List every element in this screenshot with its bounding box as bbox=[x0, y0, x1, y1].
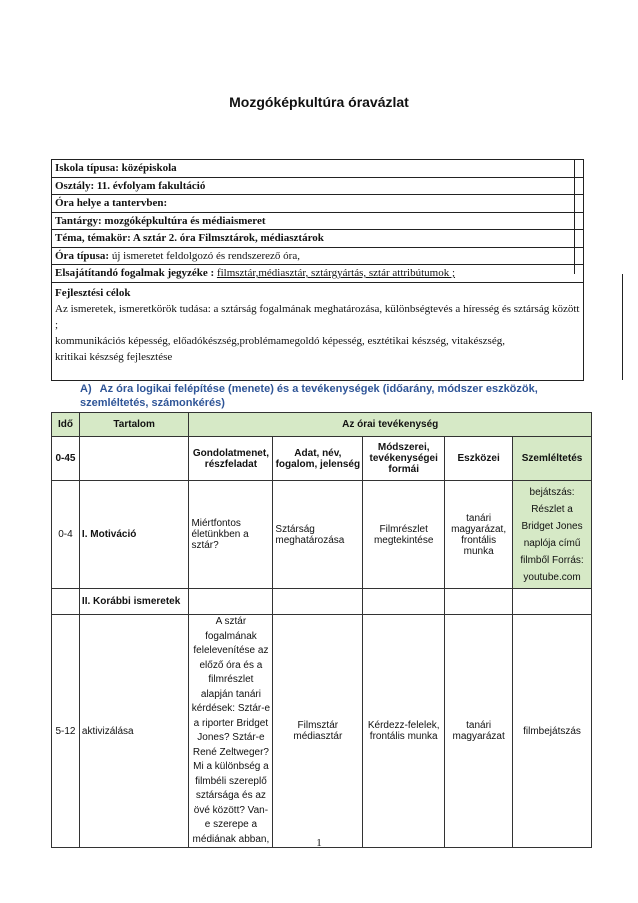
subheader-szemlelt: Szemléltetés bbox=[513, 437, 592, 481]
cell-szemlelt: bejátszás: Részlet a Bridget Jones naplója című filmből Forrás: youtube.com bbox=[513, 481, 592, 589]
cell-eszkoz: tanári magyarázat bbox=[445, 615, 513, 848]
table-row bbox=[52, 615, 592, 848]
subject-row: Tantárgy: mozgóképkultúra és médiaismeret bbox=[52, 213, 583, 231]
cell-time: 5-12 bbox=[52, 615, 80, 848]
concepts-row: Elsajátítandó fogalmak jegyzéke : filmsztár,médiasztár, sztárgyártás, sztár attribútumok ; bbox=[52, 265, 583, 283]
header-tartalom: Tartalom bbox=[79, 413, 189, 437]
cell-modszer: Filmrészlet megtekintése bbox=[363, 481, 445, 589]
subheader-modszer: Módszerei, tevékenységei formái bbox=[363, 437, 445, 481]
place-row: Óra helye a tantervben: bbox=[52, 195, 583, 213]
subheader-content bbox=[79, 437, 189, 481]
cell-content: aktivizálása bbox=[79, 615, 189, 848]
cell-szemlelt: filmbejátszás bbox=[513, 615, 592, 848]
cell-adat: Filmsztár médiasztár bbox=[273, 615, 363, 848]
header-ido: Idő bbox=[52, 413, 80, 437]
lesson-plan-table bbox=[51, 412, 592, 848]
lesson-info-box bbox=[51, 159, 584, 381]
info-divider bbox=[622, 274, 623, 380]
class-row: Osztály: 11. évfolyam fakultáció bbox=[52, 178, 583, 196]
cell-eszkoz: tanári magyarázat, frontális munka bbox=[445, 481, 513, 589]
header-tevekenyseg: Az órai tevékenység bbox=[189, 413, 592, 437]
cell-gondolat: Miértfontos életünkben a sztár? bbox=[189, 481, 273, 589]
subheader-gondolat: Gondolatmenet, részfeladat bbox=[189, 437, 273, 481]
table-row bbox=[52, 589, 592, 615]
skills-heading: Fejlesztési célok bbox=[55, 286, 131, 299]
school-type-row: Iskola típusa: középiskola bbox=[52, 160, 583, 178]
table-subheader-row bbox=[52, 437, 592, 481]
skills-paragraph: kritikai készség fejlesztése bbox=[55, 350, 173, 363]
subheader-time: 0-45 bbox=[52, 437, 80, 481]
lesson-type-row: Óra típusa: új ismeretet feldolgozó és rendszerező óra, bbox=[52, 248, 583, 266]
skills-section bbox=[52, 283, 583, 367]
skills-paragraph: Az ismeretek, ismeretkörök tudása: a sztárság fogalmának meghatározása, különbségtevés a híresség és sztárság között ; bbox=[55, 302, 580, 331]
subheader-eszkoz: Eszközei bbox=[445, 437, 513, 481]
table-row bbox=[52, 481, 592, 589]
skills-paragraph: kommunikációs képesség, előadókészség,problémamegoldó képesség, esztétikai készség, vitakészség, bbox=[55, 334, 505, 347]
page-number: 1 bbox=[316, 837, 322, 849]
cell-content: I. Motiváció bbox=[79, 481, 189, 589]
cell-gondolat: A sztár fogalmának felelevenítése az előző óra és a filmrészlet alapján tanári kérdések: Sztár-e a riporter Bridget Jones? Sztár-e René Zeltweger? Mi a különbség a filmbéli szereplő sztársága és az övé között? Van-e szerepe a médiának abban, bbox=[189, 615, 273, 848]
cell-adat: Sztárság meghatározása bbox=[273, 481, 363, 589]
cell-time: 0-4 bbox=[52, 481, 80, 589]
table-header-row bbox=[52, 413, 592, 437]
cell-modszer: Kérdezz-felelek, frontális munka bbox=[363, 615, 445, 848]
topic-row: Téma, témakör: A sztár 2. óra Filmsztárok, médiasztárok bbox=[52, 230, 583, 248]
cell-content: II. Korábbi ismeretek bbox=[79, 589, 189, 615]
page-title: Mozgóképkultúra óravázlat bbox=[229, 94, 409, 110]
subheader-adat: Adat, név, fogalom, jelenség bbox=[273, 437, 363, 481]
section-a-heading: A) Az óra logikai felépítése (menete) és a tevékenységek (időarány, módszer eszközök, szemléltetés, számonkérés) bbox=[80, 383, 538, 409]
